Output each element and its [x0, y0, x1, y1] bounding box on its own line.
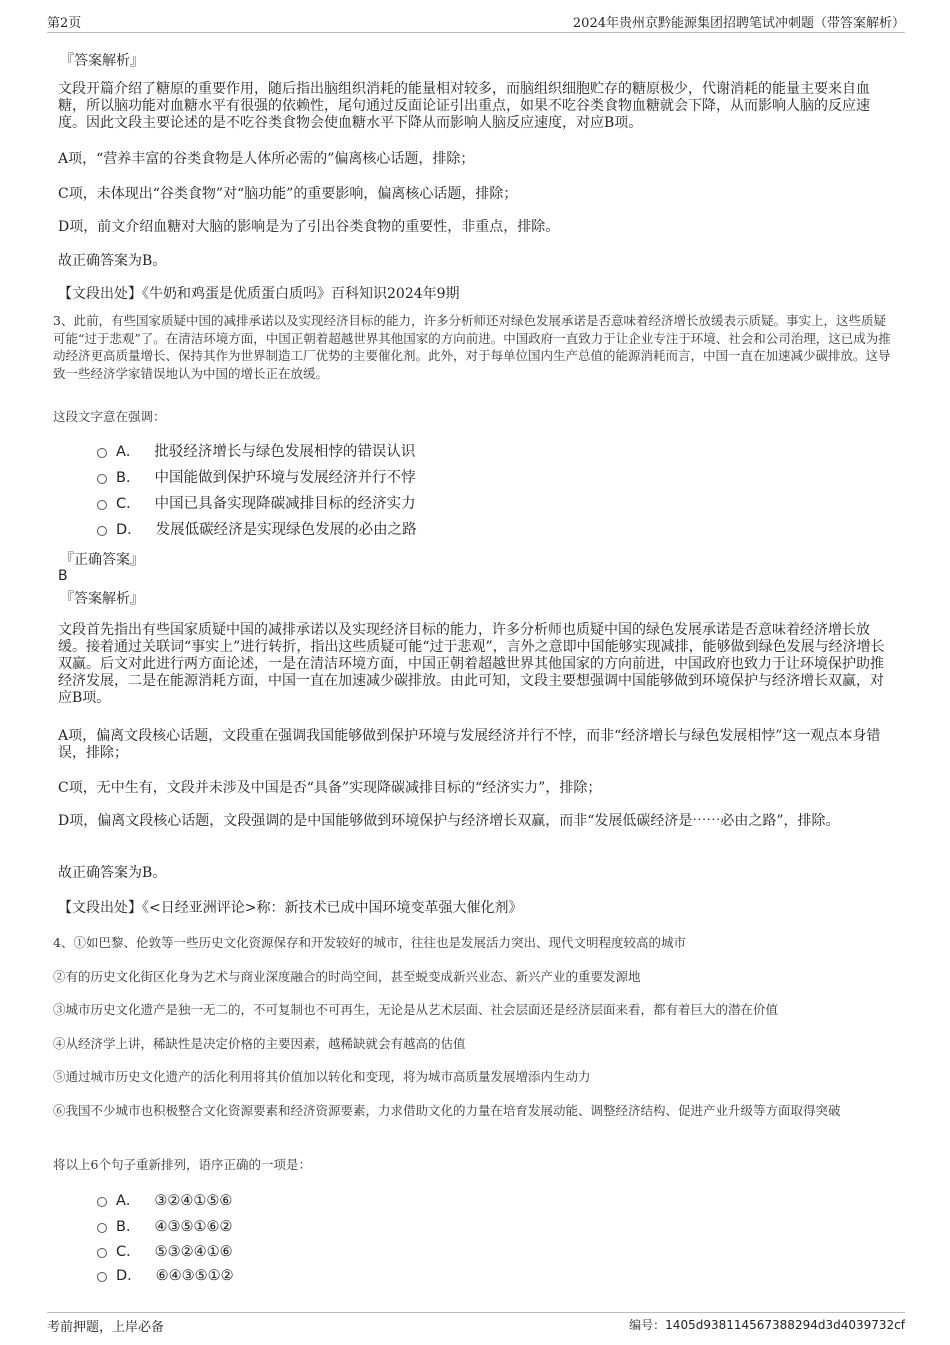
option-key: C．	[116, 496, 141, 512]
option-key: D．	[116, 522, 142, 538]
option-key: A．	[116, 444, 141, 460]
option-text: 发展低碳经济是实现绿色发展的必由之路	[155, 522, 417, 538]
radio-icon[interactable]	[97, 1197, 107, 1207]
option-text: ④③⑤①⑥②	[154, 1219, 233, 1235]
radio-icon[interactable]	[97, 526, 107, 536]
question-prompt: 将以上6个句子重新排列，语序正确的一项是：	[53, 1157, 311, 1172]
analysis-option-a: A项，偏离文段核心话题，文段重在强调我国能够做到保护环境与发展经济并行不悖，而非“经济增长与绿色发展相悖”这一观点本身错误，排除；	[58, 728, 881, 761]
radio-icon[interactable]	[97, 1223, 107, 1233]
sentence-2: ②有的历史文化街区化身为艺术与商业深度融合的时尚空间，甚至蜕变成新兴业态、新兴产业的重要发源地	[53, 969, 641, 984]
source: 【文段出处】《牛奶和鸡蛋是优质蛋白质吗》百科知识2024年9期	[58, 286, 460, 302]
sentence-5: ⑤通过城市历史文化遗产的活化利用将其价值加以转化和变现，将为城市高质量发展增添内生动力	[53, 1069, 591, 1084]
analysis-option-d: D项，前文介绍血糖对大脑的影响是为了引出谷类食物的重要性，非重点，排除。	[58, 219, 560, 235]
option-b[interactable]	[97, 1218, 232, 1236]
option-text: 批驳经济增长与绿色发展相悖的错误认识	[154, 444, 416, 460]
option-c[interactable]	[97, 1243, 233, 1261]
sentence-6: ⑥我国不少城市也积极整合文化资源要素和经济资源要素，力求借助文化的力量在培育发展动能、调整经济结构、促进产业升级等方面取得突破	[53, 1103, 841, 1118]
option-key: A．	[116, 1193, 141, 1209]
footer-motto: 考前押题，上岸必备	[47, 1320, 165, 1335]
analysis-text: 文段开篇介绍了糖原的重要作用，随后指出脑组织消耗的能量相对较多，而脑组织细胞贮存的糖原极少，代谢消耗的能量主要来自血糖，所以脑功能对血糖水平有很强的依赖性，尾句通过反面论证引出重点，如果不吃谷类食物血糖就会下降，从而影响人脑的反应速度。因此文段主要论述的是不吃谷类食物会使血糖水平下降从而影响人脑反应速度，对应B项。	[58, 81, 870, 131]
radio-icon[interactable]	[97, 448, 107, 458]
analysis-option-c: C项，无中生有，文段并未涉及中国是否“具备”实现降碳减排目标的“经济实力”，排除；	[58, 780, 602, 796]
option-text: ⑤③②④①⑥	[154, 1244, 233, 1260]
question-prompt: 这段文字意在强调：	[53, 409, 166, 424]
answer-label: 『正确答案』	[60, 552, 144, 568]
option-a[interactable]	[97, 1192, 232, 1210]
document-title: 2024年贵州京黔能源集团招聘笔试冲刺题（带答案解析）	[572, 16, 905, 31]
option-key: C．	[116, 1244, 141, 1260]
option-text: 中国已具备实现降碳减排目标的经济实力	[154, 496, 416, 512]
page-header	[47, 12, 905, 33]
option-b[interactable]	[97, 469, 415, 487]
option-a[interactable]	[97, 443, 415, 461]
source: 【文段出处】《<日经亚洲评论>称：新技术已成中国环境变革强大催化剂》	[58, 900, 523, 916]
option-key: B．	[116, 470, 141, 486]
option-d[interactable]	[97, 1267, 234, 1285]
option-key: D．	[116, 1268, 142, 1284]
page-footer	[47, 1312, 905, 1335]
radio-icon[interactable]	[97, 1272, 107, 1282]
option-text: 中国能做到保护环境与发展经济并行不悖	[154, 470, 416, 486]
radio-icon[interactable]	[97, 474, 107, 484]
question-stem: 3、此前，有些国家质疑中国的减排承诺以及实现经济目标的能力，许多分析师还对绿色发展承诺是否意味着经济增长放缓表示质疑。事实上，这些质疑可能“过于悲观”了。在清洁环境方面，中国正朝着超越世界其他国家的方向前进。中国政府一直致力于让企业专注于环境、社会和公司治理，这已成为推动经济更高质量增长、保持其作为世界制造工厂优势的主要催化剂。此外，对于每单位国内生产总值的能源消耗而言，中国一直在加速减少碳排放。这导致一些经济学家错误地认为中国的增长正在放缓。	[53, 313, 891, 381]
analysis-text: 文段首先指出有些国家质疑中国的减排承诺以及实现经济目标的能力，许多分析师也质疑中国的绿色发展承诺是否意味着经济增长放缓。接着通过关联词“事实上”进行转折，指出这些质疑可能“过于悲观”，言外之意即中国能够实现减排，能够做到绿色发展与经济增长双赢。后文对此进行两方面论述，一是在清洁环境方面，中国正朝着超越世界其他国家的方向前进，中国政府也致力于让环境保护助推经济发展，二是在能源消耗方面，中国一直在加速减少碳排放。由此可知，文段主要想强调中国能够做到环境保护与经济增长双赢，对应B项。	[58, 622, 885, 706]
analysis-option-c: C项，未体现出“谷类食物”对“脑功能”的重要影响，偏离核心话题，排除；	[58, 186, 518, 202]
radio-icon[interactable]	[97, 1248, 107, 1258]
analysis-option-d: D项，偏离文段核心话题，文段强调的是中国能够做到环境保护与经济增长双赢，而非“发展低碳经济是⋯⋯必由之路”，排除。	[58, 813, 840, 829]
conclusion: 故正确答案为B。	[58, 865, 167, 881]
option-text: ③②④①⑤⑥	[154, 1193, 233, 1209]
sentence-1: 4、①如巴黎、伦敦等一些历史文化资源保存和开发较好的城市，往往也是发展活力突出、现代文明程度较高的城市	[53, 935, 686, 950]
conclusion: 故正确答案为B。	[58, 253, 167, 269]
option-d[interactable]	[97, 521, 417, 539]
option-c[interactable]	[97, 495, 416, 513]
analysis-option-a: A项，“营养丰富的谷类食物是人体所必需的”偏离核心话题，排除；	[58, 151, 475, 167]
sentence-3: ③城市历史文化遗产是独一无二的，不可复制也不可再生，无论是从艺术层面、社会层面还是经济层面来看，都有着巨大的潜在价值	[53, 1002, 779, 1017]
option-text: ⑥④③⑤①②	[155, 1268, 234, 1284]
analysis-label: 『答案解析』	[60, 591, 144, 607]
document-serial: 编号：1405d938114567388294d3d4039732cf	[629, 1318, 905, 1332]
analysis-label: 『答案解析』	[60, 53, 144, 69]
page-number: 第2页	[47, 16, 82, 31]
correct-answer: B	[58, 568, 68, 584]
sentence-4: ④从经济学上讲，稀缺性是决定价格的主要因素，越稀缺就会有越高的估值	[53, 1036, 466, 1051]
option-key: B．	[116, 1219, 141, 1235]
radio-icon[interactable]	[97, 500, 107, 510]
